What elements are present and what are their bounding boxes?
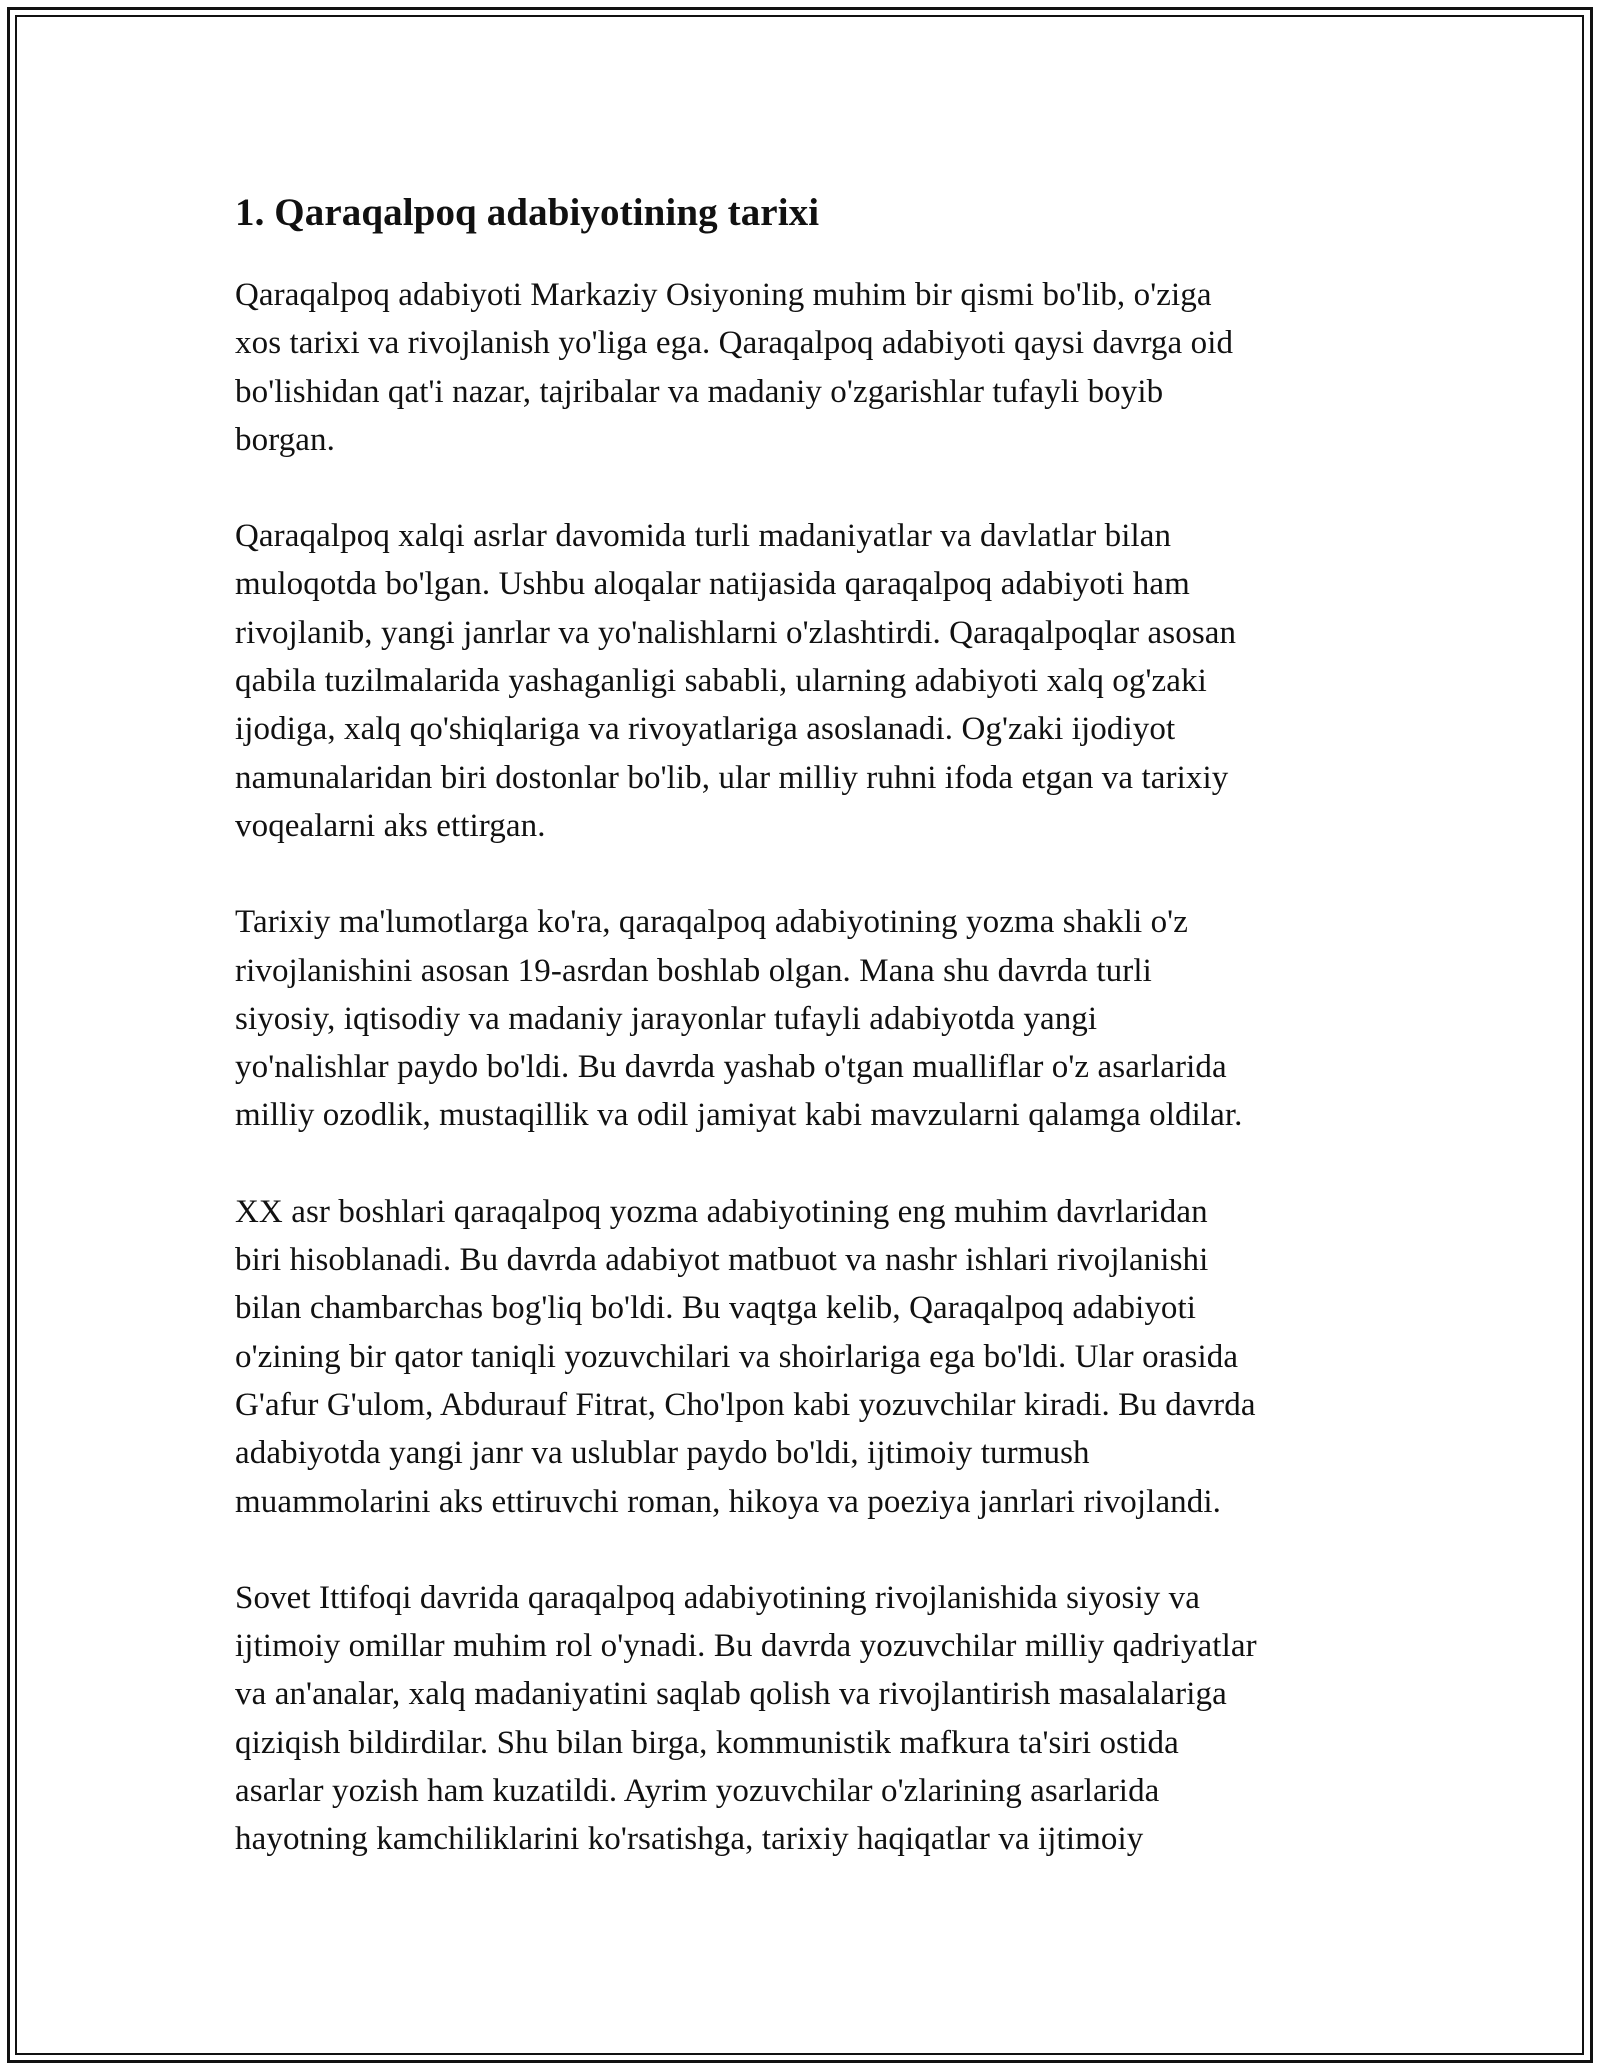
text-line: G'afur G'ulom, Abdurauf Fitrat, Cho'lpon kabi yozuvchilar kiradi. Bu davrda (235, 1386, 1256, 1423)
paragraph-3 (235, 898, 1370, 1139)
text-line: qabila tuzilmalarida yashaganligi sababli, ularning adabiyoti xalq og'zaki (235, 663, 1207, 700)
document-page (235, 185, 1370, 1912)
text-line: XX asr boshlari qaraqalpoq yozma adabiyotining eng muhim davrlaridan (235, 1193, 1208, 1230)
text-line: voqealarni aks ettirgan. (235, 807, 546, 844)
text-line: muloqotda bo'lgan. Ushbu aloqalar natijasida qaraqalpoq adabiyoti ham (235, 566, 1190, 603)
paragraph-5 (235, 1574, 1370, 1864)
text-line: siyosiy, iqtisodiy va madaniy jarayonlar tufayli adabiyotda yangi (235, 1000, 1098, 1037)
text-line: Tarixiy ma'lumotlarga ko'ra, qaraqalpoq adabiyotining yozma shakli o'z (235, 904, 1188, 941)
text-line: ijtimoiy omillar muhim rol o'ynadi. Bu davrda yozuvchilar milliy qadriyatlar (235, 1628, 1257, 1665)
paragraph-2 (235, 512, 1370, 850)
text-line: namunalaridan biri dostonlar bo'lib, ular milliy ruhni ifoda etgan va tarixiy (235, 759, 1229, 796)
text-line: qiziqish bildirdilar. Shu bilan birga, kommunistik mafkura ta'siri ostida (235, 1724, 1179, 1761)
text-line: milliy ozodlik, mustaqillik va odil jamiyat kabi mavzularni qalamga oldilar. (235, 1097, 1243, 1134)
text-line: borgan. (235, 421, 335, 458)
text-line: rivojlanib, yangi janrlar va yo'nalishlarni o'zlashtirdi. Qaraqalpoqlar asosan (235, 614, 1237, 651)
section-heading: 1. Qaraqalpoq adabiyotining tarixi (235, 191, 820, 234)
text-line: muammolarini aks ettiruvchi roman, hikoya va poeziya janrlari rivojlandi. (235, 1483, 1222, 1520)
text-line: xos tarixi va rivojlanish yo'liga ega. Qaraqalpoq adabiyoti qaysi davrga oid (235, 325, 1234, 362)
text-line: rivojlanishini asosan 19-asrdan boshlab olgan. Mana shu davrda turli (235, 952, 1152, 989)
text-line: ijodiga, xalq qo'shiqlariga va rivoyatlariga asoslanadi. Og'zaki ijodiyot (235, 711, 1176, 748)
text-line: asarlar yozish ham kuzatildi. Ayrim yozuvchilar o'zlarining asarlarida (235, 1773, 1160, 1810)
text-line: yo'nalishlar paydo bo'ldi. Bu davrda yashab o'tgan mualliflar o'z asarlarida (235, 1049, 1227, 1086)
text-line: va an'analar, xalq madaniyatini saqlab qolish va rivojlantirish masalalariga (235, 1676, 1227, 1713)
text-line: Sovet Ittifoqi davrida qaraqalpoq adabiyotining rivojlanishida siyosiy va (235, 1579, 1201, 1616)
text-line: Qaraqalpoq adabiyoti Markaziy Osiyoning muhim bir qismi bo'lib, o'ziga (235, 277, 1212, 313)
text-line: hayotning kamchiliklarini ko'rsatishga, tarixiy haqiqatlar va ijtimoiy (235, 1821, 1144, 1858)
text-line: adabiyotda yangi janr va uslublar paydo bo'ldi, ijtimoiy turmush (235, 1435, 1090, 1472)
text-line: bilan chambarchas bog'liq bo'ldi. Bu vaqtga kelib, Qaraqalpoq adabiyoti (235, 1290, 1197, 1327)
paragraph-4 (235, 1188, 1370, 1526)
text-line: bo'lishidan qat'i nazar, tajribalar va madaniy o'zgarishlar tufayli boyib (235, 373, 1164, 410)
text-line: o'zining bir qator taniqli yozuvchilari va shoirlariga ega bo'ldi. Ular orasida (235, 1338, 1239, 1375)
text-line: biri hisoblanadi. Bu davrda adabiyot matbuot va nashr ishlari rivojlanishi (235, 1242, 1209, 1279)
paragraph-1 (235, 271, 1370, 464)
text-line: Qaraqalpoq xalqi asrlar davomida turli madaniyatlar va davlatlar bilan (235, 518, 1172, 555)
